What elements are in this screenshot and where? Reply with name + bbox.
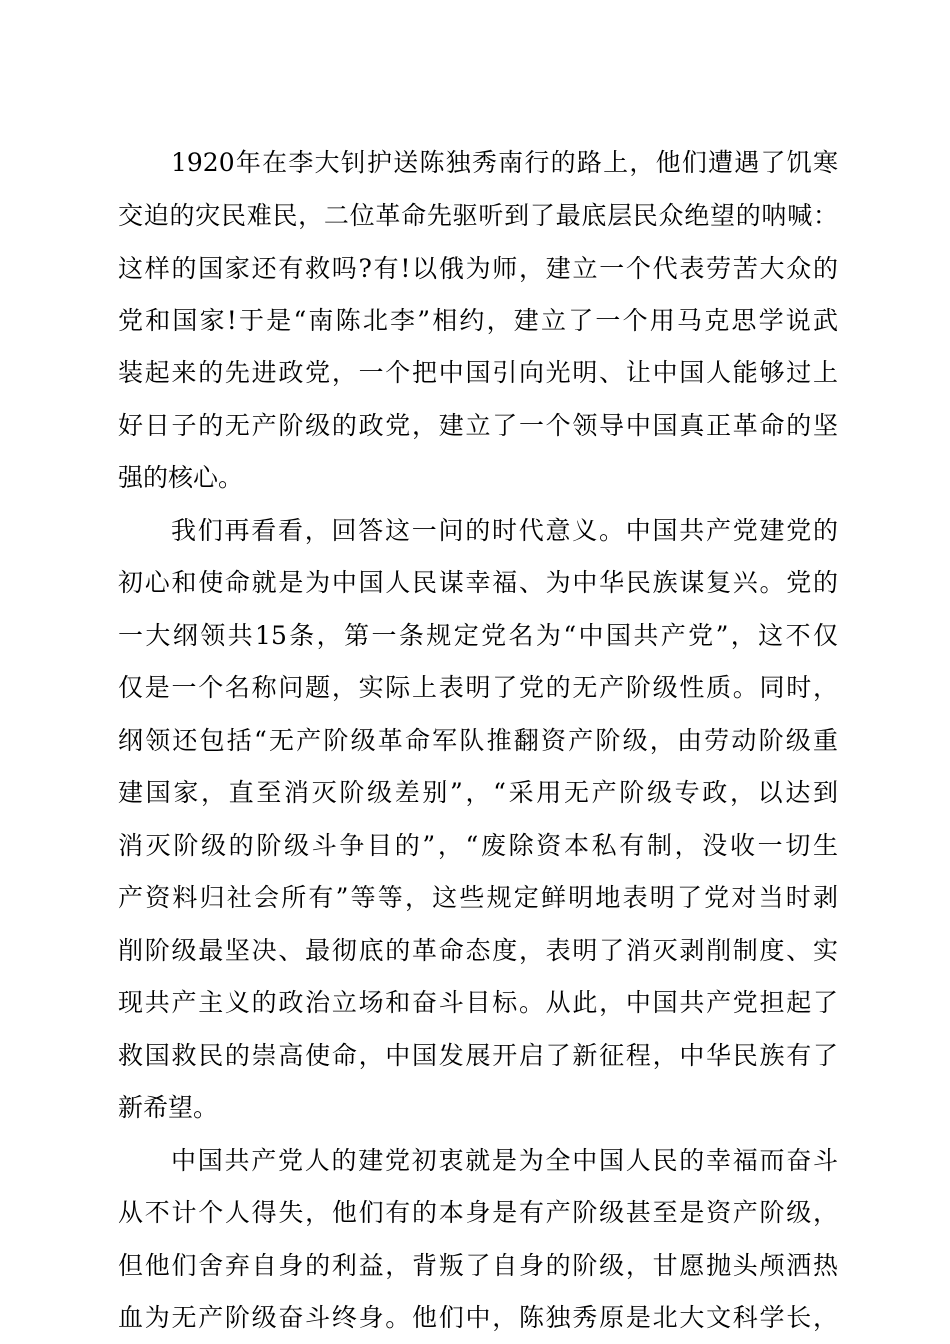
paragraph-2-line-11: 救国救民的崇高使命，中国发展开启了新征程，中华民族有了 — [118, 1041, 838, 1070]
paragraph-2-line-4: 仅是一个名称问题，实际上表明了党的无产阶级性质。同时， — [118, 673, 838, 702]
paragraph-2-line-2: 初心和使命就是为中国人民谋幸福、为中华民族谋复兴。党的 — [118, 568, 838, 597]
paragraph-1-line-4: 党和国家!于是“南陈北李”相约，建立了一个用马克思学说武 — [118, 306, 838, 335]
paragraph-2-line-5: 纲领还包括“无产阶级革命军队推翻资产阶级，由劳动阶级重 — [118, 726, 838, 755]
paragraph-1-line-1: 1920年在李大钊护送陈独秀南行的路上，他们遭遇了饥寒 — [171, 148, 838, 177]
paragraph-1-line-6: 好日子的无产阶级的政党，建立了一个领导中国真正革命的坚 — [118, 411, 838, 440]
paragraph-2-line-1: 我们再看看，回答这一问的时代意义。中国共产党建党的 — [171, 516, 838, 545]
paragraph-2-line-10: 现共产主义的政治立场和奋斗目标。从此，中国共产党担起了 — [118, 988, 838, 1017]
paragraph-3-line-2: 从不计个人得失，他们有的本身是有产阶级甚至是资产阶级， — [118, 1198, 838, 1227]
paragraph-2-line-8: 产资料归社会所有”等等，这些规定鲜明地表明了党对当时剥 — [118, 883, 838, 912]
paragraph-2-line-3: 一大纲领共15条，第一条规定党名为“中国共产党”，这不仅 — [118, 621, 838, 650]
paragraph-2-line-7: 消灭阶级的阶级斗争目的”，“废除资本私有制，没收一切生 — [118, 831, 838, 860]
paragraph-2-line-9: 削阶级最坚决、最彻底的革命态度，表明了消灭剥削制度、实 — [118, 936, 838, 965]
paragraph-1-line-7: 强的核心。 — [118, 463, 244, 492]
paragraph-3-line-4: 血为无产阶级奋斗终身。他们中，陈独秀原是北大文科学长， — [118, 1303, 838, 1332]
paragraph-1-line-2: 交迫的灾民难民，二位革命先驱听到了最底层民众绝望的呐喊： — [118, 201, 838, 230]
paragraph-3-line-3: 但他们舍弃自身的利益，背叛了自身的阶级，甘愿抛头颅洒热 — [118, 1251, 838, 1280]
paragraph-1-line-5: 装起来的先进政党，一个把中国引向光明、让中国人能够过上 — [118, 358, 838, 387]
paragraph-3-line-1: 中国共产党人的建党初衷就是为全中国人民的幸福而奋斗 — [171, 1146, 838, 1175]
paragraph-1-line-3: 这样的国家还有救吗?有!以俄为师，建立一个代表劳苦大众的 — [118, 254, 838, 283]
paragraph-2-line-12: 新希望。 — [118, 1093, 219, 1122]
paragraph-2-line-6: 建国家，直至消灭阶级差别”，“采用无产阶级专政，以达到 — [118, 778, 838, 807]
